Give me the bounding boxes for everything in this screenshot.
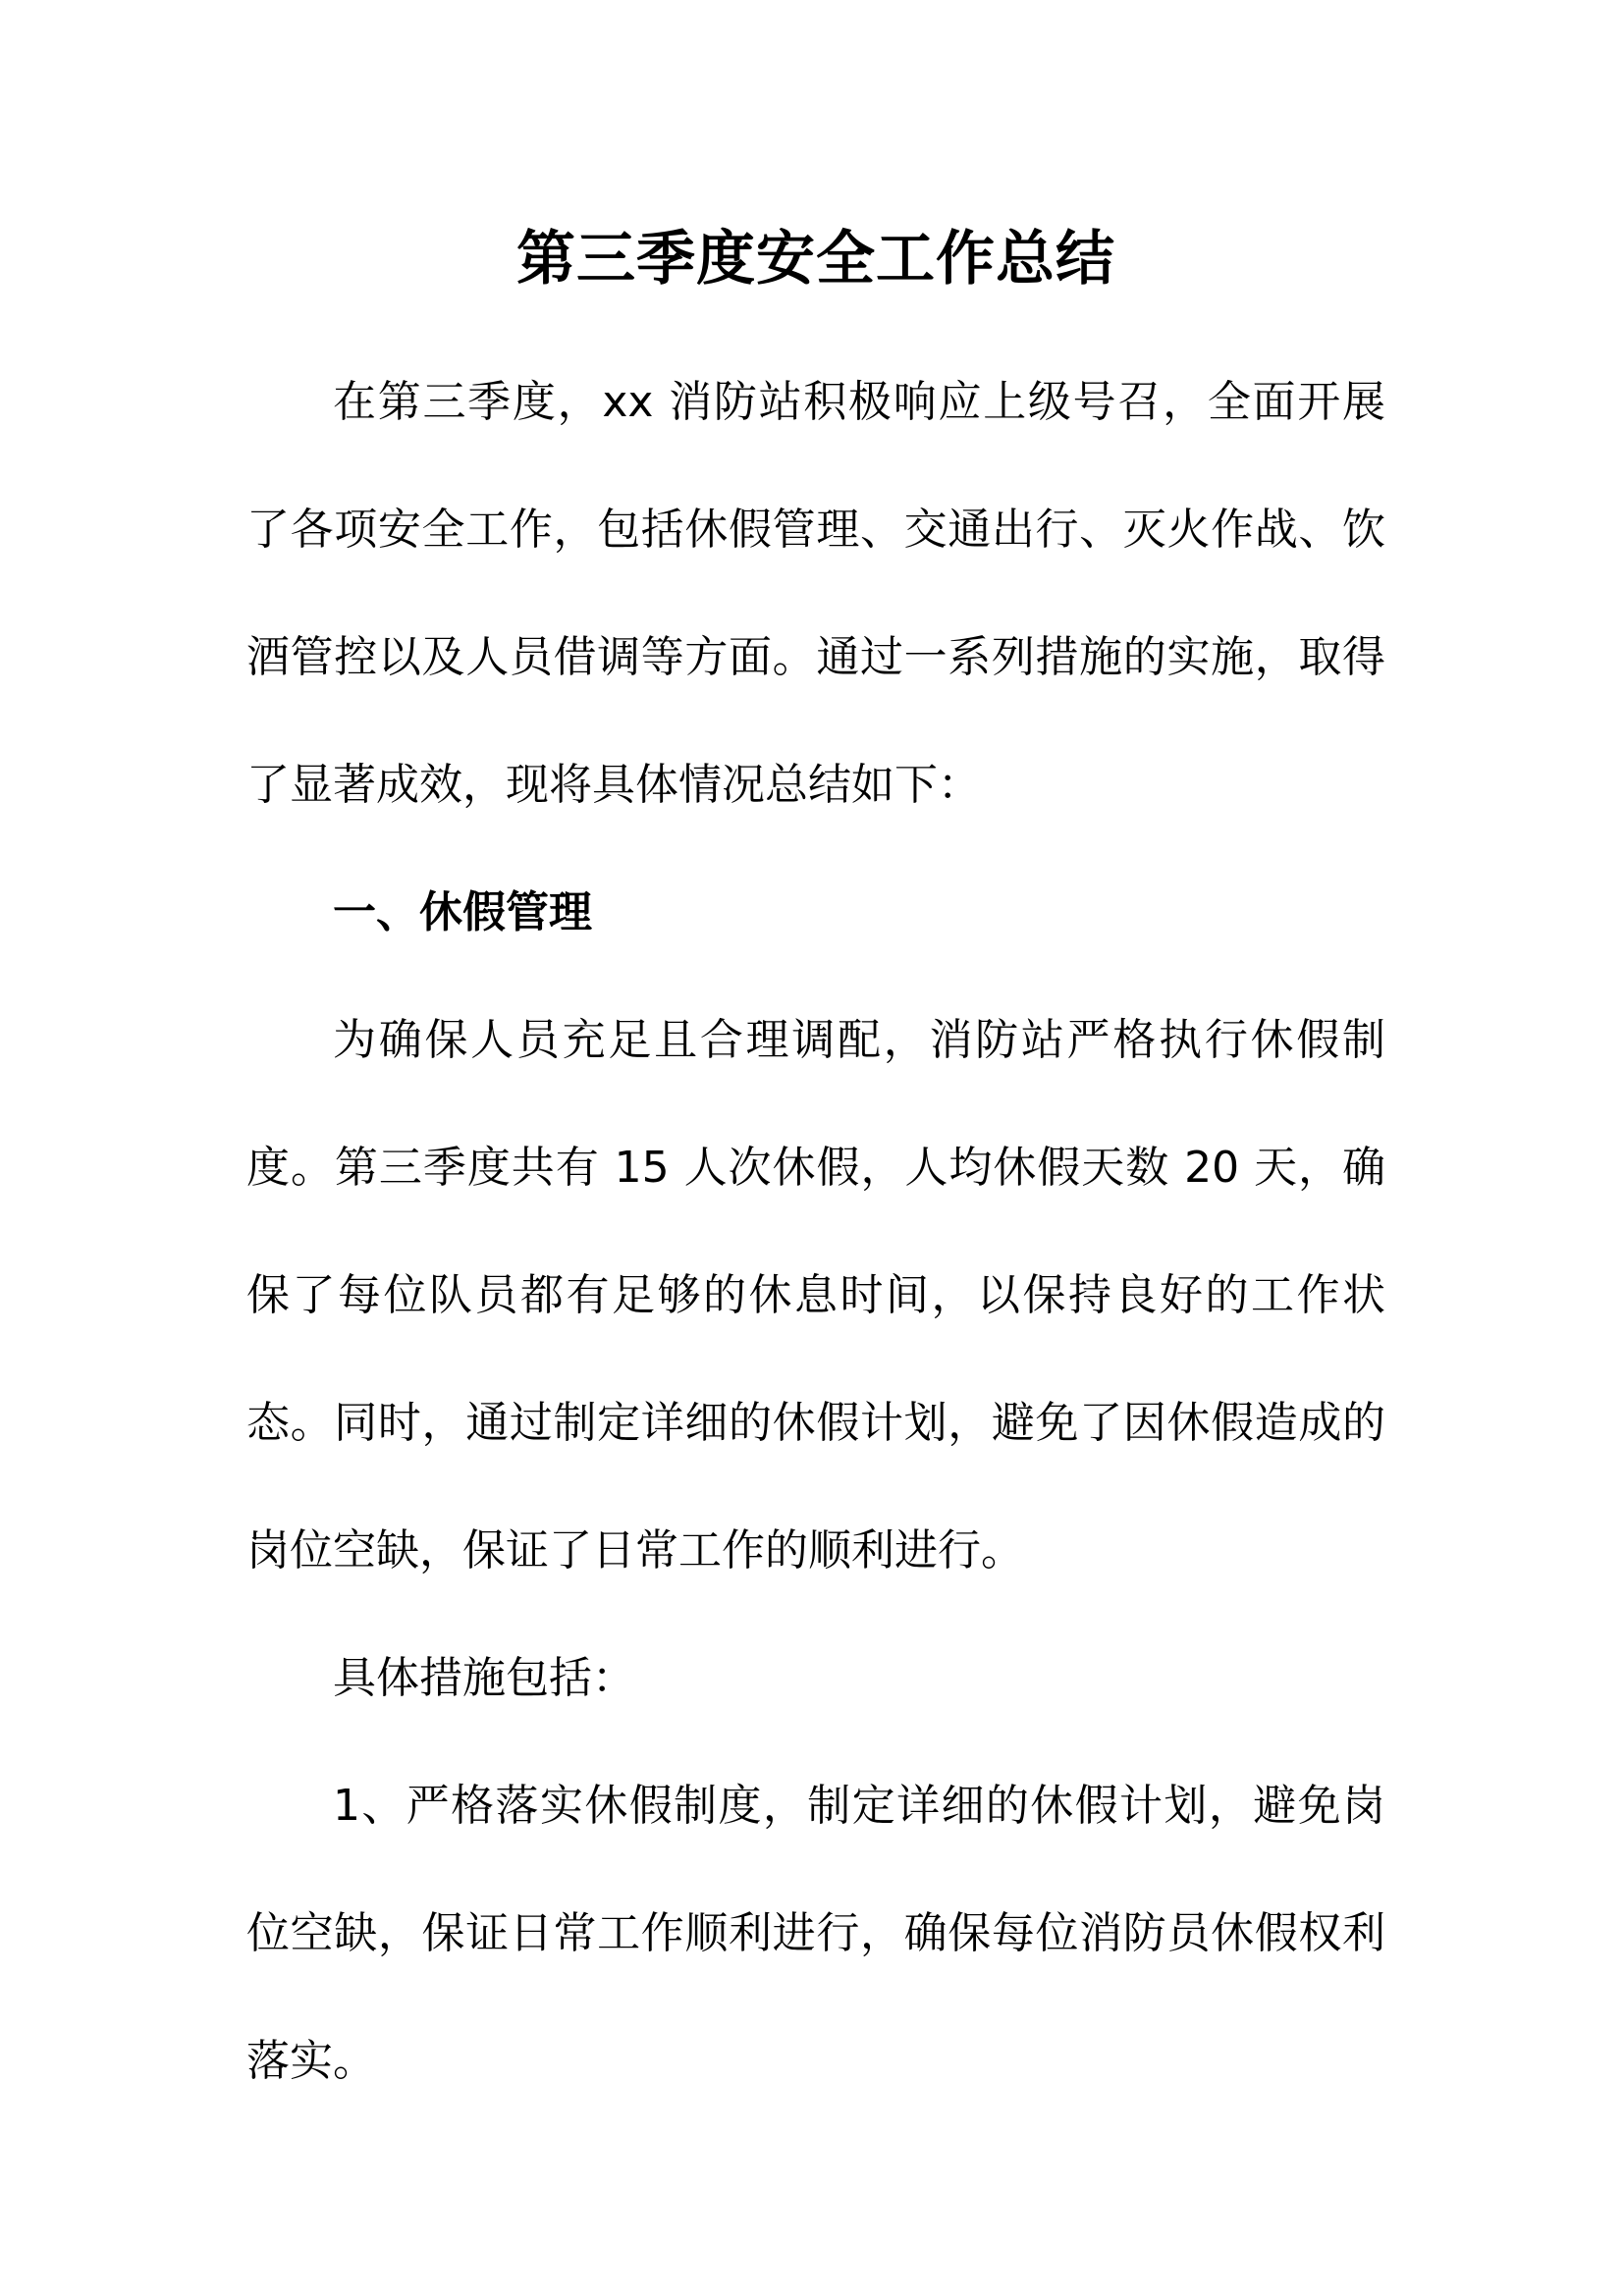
measure-item-1: 1、严格落实休假制度，制定详细的休假计划，避免岗位空缺，保证日常工作顺利进行，确保每位消防员休假权利落实。	[246, 1781, 1385, 2086]
measures-intro: 具体措施包括：	[333, 1653, 635, 1703]
leave-management-paragraph: 为确保人员充足且合理调配，消防站严格执行休假制度。第三季度共有 15 人次休假，人均休假天数 20 天，确保了每位队员都有足够的休息时间，以保持良好的工作状态。同时，通过制定详细的休假计划，避免了因休假造成的岗位空缺，保证了日常工作的顺利进行。	[246, 1015, 1385, 1575]
section-heading-leave-management: 一、休假管理	[333, 887, 592, 937]
document-title: 第三季度安全工作总结	[516, 225, 1115, 294]
intro-paragraph: 在第三季度，xx 消防站积极响应上级号召，全面开展了各项安全工作，包括休假管理、交通出行、灭火作战、饮酒管控以及人员借调等方面。通过一系列措施的实施，取得了显著成效，现将具体情况总结如下：	[246, 377, 1385, 810]
document-body	[246, 339, 1385, 2125]
